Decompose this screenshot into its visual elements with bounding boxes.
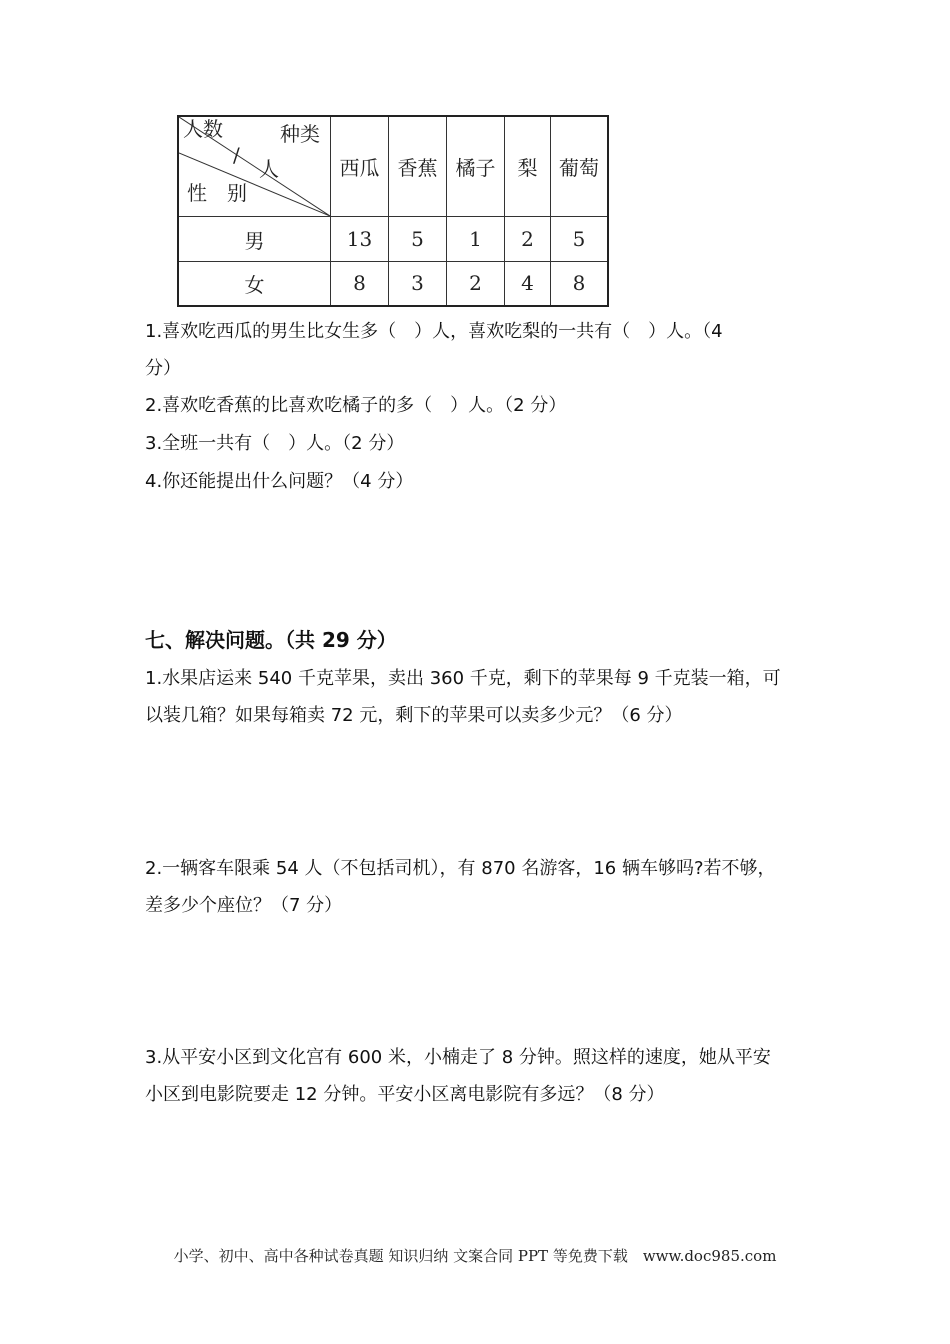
table-cell: 13 xyxy=(331,217,389,262)
problem-2-line-1: 2.一辆客车限乘 54 人（不包括司机），有 870 名游客，16 辆车够吗?若不够， xyxy=(145,858,776,879)
problem-2-line-2: 差多少个座位？（7 分） xyxy=(145,895,343,916)
column-header: 西瓜 xyxy=(331,116,389,217)
fruit-preference-table xyxy=(177,115,609,307)
table-row xyxy=(178,217,608,262)
question-1-line-2: 分） xyxy=(145,358,181,379)
corner-slash: / xyxy=(233,143,240,167)
row-label: 男 xyxy=(178,217,331,262)
corner-count-label: 人数 xyxy=(183,117,223,141)
table-cell: 3 xyxy=(389,262,447,306)
table-corner-header xyxy=(178,116,331,217)
question-1-line-1: 1.喜欢吃西瓜的男生比女生多（ ）人，喜欢吃梨的一共有（ ）人。（4 xyxy=(145,321,723,342)
table-cell: 2 xyxy=(447,262,505,306)
column-header: 橘子 xyxy=(447,116,505,217)
problem-3-line-1: 3.从平安小区到文化宫有 600 米，小楠走了 8 分钟。照这样的速度，她从平安 xyxy=(145,1047,771,1068)
question-2: 2.喜欢吃香蕉的比喜欢吃橘子的多（ ）人。（2 分） xyxy=(145,395,567,416)
column-header: 梨 xyxy=(505,116,551,217)
corner-gender-label: 性 别 xyxy=(187,181,247,205)
table-cell: 5 xyxy=(389,217,447,262)
corner-unit-label: 人 xyxy=(259,157,279,181)
problem-3-line-2: 小区到电影院要走 12 分钟。平安小区离电影院有多远？（8 分） xyxy=(145,1084,665,1105)
section-seven-title: 七、解决问题。（共 29 分） xyxy=(145,628,397,652)
problem-1-line-1: 1.水果店运来 540 千克苹果，卖出 360 千克，剩下的苹果每 9 千克装一箱，可 xyxy=(145,668,781,689)
corner-category-label: 种类 xyxy=(280,122,320,146)
question-3: 3.全班一共有（ ）人。（2 分） xyxy=(145,433,405,454)
table-cell: 5 xyxy=(551,217,609,262)
table-cell: 8 xyxy=(551,262,609,306)
table-cell: 1 xyxy=(447,217,505,262)
question-4: 4.你还能提出什么问题？（4 分） xyxy=(145,471,414,492)
table-cell: 4 xyxy=(505,262,551,306)
column-header: 香蕉 xyxy=(389,116,447,217)
table-cell: 8 xyxy=(331,262,389,306)
table-cell: 2 xyxy=(505,217,551,262)
row-label: 女 xyxy=(178,262,331,306)
column-header: 葡萄 xyxy=(551,116,609,217)
problem-1-line-2: 以装几箱？如果每箱卖 72 元，剩下的苹果可以卖多少元？（6 分） xyxy=(145,705,683,726)
table-row xyxy=(178,262,608,306)
page-footer: 小学、初中、高中各种试卷真题 知识归纳 文案合同 PPT 等免费下载 www.doc985.com xyxy=(173,1247,777,1265)
